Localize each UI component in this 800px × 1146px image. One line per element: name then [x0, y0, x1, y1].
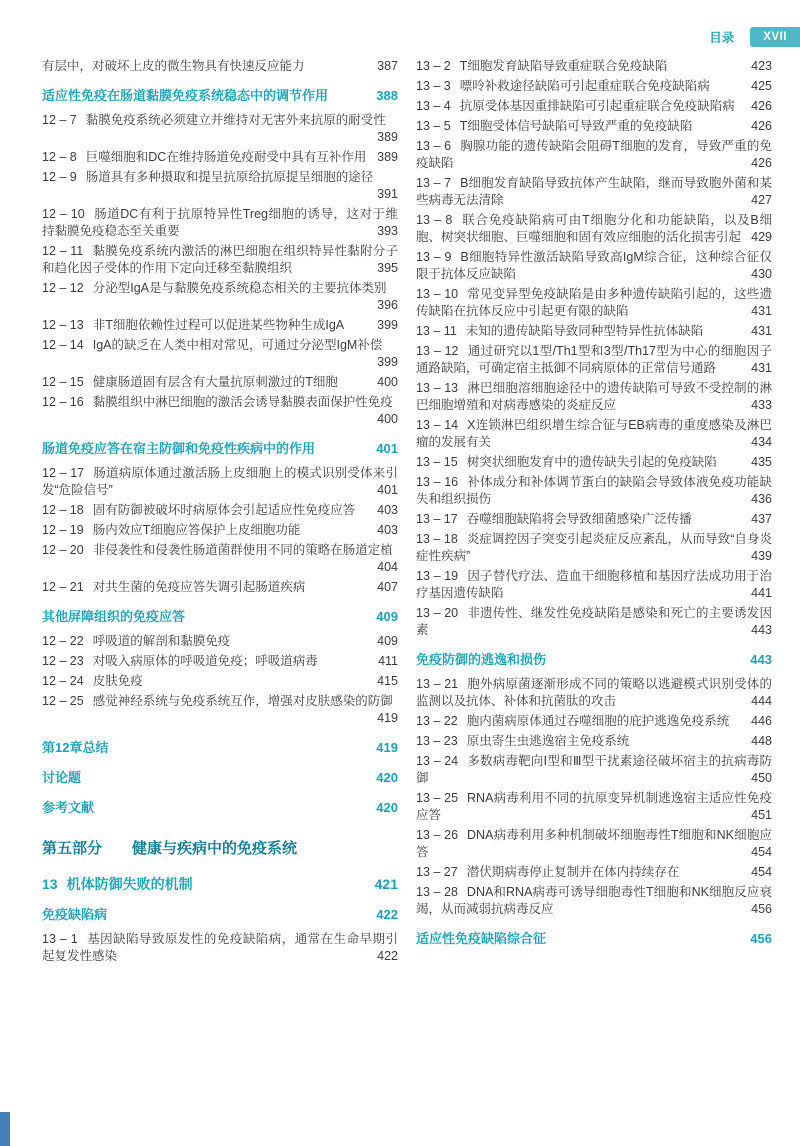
- toc-entry: [416, 343, 772, 377]
- entry-number: 13 – 19: [416, 569, 459, 583]
- toc-entry: [416, 733, 772, 750]
- page-number: 419: [376, 740, 398, 755]
- toc-entry: [42, 337, 398, 371]
- toc-entry: [416, 58, 772, 75]
- toc-entry: [416, 474, 772, 508]
- entry-text: 树突状细胞发育中的遗传缺失引起的免疫缺陷: [466, 455, 717, 469]
- entry-number: 13 – 27: [416, 865, 458, 879]
- entry-number: 13 – 5: [416, 119, 451, 133]
- entry-number: 13 – 6: [416, 139, 452, 153]
- page-header: [709, 27, 800, 47]
- page-number: 400: [377, 412, 398, 426]
- entry-text: 肠道病原体通过激活肠上皮细胞上的模式识别受体来引发“危险信号”: [42, 466, 398, 497]
- page-number: 389: [377, 150, 398, 164]
- entry-number: 13 – 14: [416, 418, 459, 432]
- entry-number: 12 – 9: [42, 170, 77, 184]
- page-number: 411: [378, 654, 398, 668]
- entry-number: 12 – 8: [42, 150, 77, 164]
- toc-section-heading: [416, 651, 772, 669]
- page-number: 426: [751, 99, 772, 113]
- page-number: 420: [376, 770, 398, 785]
- entry-text: 黏膜免疫系统必须建立并维持对无害外来抗原的耐受性: [85, 113, 386, 127]
- toc-section-heading: [42, 739, 398, 757]
- toc-entry: [42, 206, 398, 240]
- entry-number: 13 – 21: [416, 677, 459, 691]
- part-text: 第五部分 健康与疾病中的免疫系统: [42, 840, 298, 857]
- toc-entry: [42, 394, 398, 428]
- page-number: 426: [751, 119, 772, 133]
- toc-section-heading: [42, 608, 398, 626]
- page-number: 407: [377, 580, 398, 594]
- entry-text: RNA病毒利用不同的抗原变异机制逃逸宿主适应性免疫应答: [416, 791, 772, 822]
- page-number: 395: [377, 261, 398, 275]
- entry-text: IgA的缺乏在人类中相对常见，可通过分泌型IgM补偿: [92, 338, 383, 352]
- page-number: 421: [374, 876, 398, 892]
- entry-number: 12 – 23: [42, 654, 84, 668]
- entry-number: 13 – 13: [416, 381, 459, 395]
- page-number: 423: [751, 59, 772, 73]
- entry-text: 感觉神经系统与免疫系统互作，增强对皮肤感染的防御: [92, 694, 393, 708]
- page-number: 425: [751, 79, 772, 93]
- entry-text: 黏膜免疫系统内激活的淋巴细胞在组织特异性黏附分子和趋化因子受体的作用下定向迁移至黏膜组织: [42, 244, 398, 275]
- toc-entry: [42, 633, 398, 650]
- page-number: 387: [377, 59, 398, 73]
- toc-entry: [42, 673, 398, 690]
- entry-text: 因子替代疗法、造血干细胞移植和基因疗法成功用于治疗基因遗传缺陷: [416, 569, 772, 600]
- toc-section-heading: [42, 87, 398, 105]
- entry-number: 13 – 28: [416, 885, 458, 899]
- toc-entry: [42, 502, 398, 519]
- page-number: 454: [751, 845, 772, 859]
- entry-text: 皮肤免疫: [92, 674, 143, 688]
- toc-entry: [42, 465, 398, 499]
- entry-number: 12 – 18: [42, 503, 84, 517]
- toc-part-heading: [42, 839, 398, 859]
- toc-entry: [42, 243, 398, 277]
- section-text: 免疫缺陷病: [42, 907, 108, 922]
- page-number: 456: [751, 902, 772, 916]
- page-number-badge: XVII: [750, 27, 800, 47]
- toc-entry: [42, 374, 398, 391]
- page-number: 436: [751, 492, 772, 506]
- page-number: 422: [376, 907, 398, 922]
- toc-entry: [42, 693, 398, 727]
- page-number: 433: [751, 398, 772, 412]
- chapter-text: 机体防御失败的机制: [66, 876, 193, 892]
- entry-text: DNA和RNA病毒可诱导细胞毒性T细胞和NK细胞反应衰竭，从而减弱抗病毒反应: [416, 885, 772, 916]
- toc-columns: [42, 58, 772, 968]
- entry-number: 12 – 19: [42, 523, 84, 537]
- toc-entry: [416, 884, 772, 918]
- section-text: 第12章总结: [42, 740, 109, 755]
- page-number: 422: [377, 949, 398, 963]
- toc-section-heading: [416, 930, 772, 948]
- toc-column-left: [42, 58, 398, 968]
- section-text: 参考文献: [42, 800, 95, 815]
- entry-text: T细胞发育缺陷导致重症联合免疫缺陷: [459, 59, 668, 73]
- toc-column-right: [416, 58, 772, 968]
- toc-entry: [416, 212, 772, 246]
- entry-text: 巨噬细胞和DC在维持肠道免疫耐受中具有互补作用: [85, 150, 367, 164]
- entry-number: 13 – 7: [416, 176, 452, 190]
- page-number: 403: [377, 503, 398, 517]
- entry-text: 潜伏期病毒停止复制并在体内持续存在: [466, 865, 680, 879]
- entry-number: 13 – 9: [416, 250, 452, 264]
- toc-entry: [416, 249, 772, 283]
- entry-text: 呼吸道的解剖和黏膜免疫: [92, 634, 231, 648]
- toc-entry: [416, 790, 772, 824]
- entry-number: 12 – 7: [42, 113, 77, 127]
- toc-entry: [416, 78, 772, 95]
- page-number: 448: [751, 734, 772, 748]
- entry-text: B细胞发育缺陷导致抗体产生缺陷，继而导致胞外菌和某些病毒无法清除: [416, 176, 772, 207]
- section-text: 适应性免疫在肠道黏膜免疫系统稳态中的调节作用: [42, 88, 329, 103]
- entry-number: 12 – 17: [42, 466, 85, 480]
- entry-number: 12 – 12: [42, 281, 84, 295]
- toc-section-heading: [42, 769, 398, 787]
- page-number: 415: [377, 674, 398, 688]
- entry-text: 固有防御被破坏时病原体会引起适应性免疫应答: [92, 503, 356, 517]
- toc-entry: [416, 511, 772, 528]
- entry-number: 12 – 11: [42, 244, 84, 258]
- page-number: 450: [751, 771, 772, 785]
- entry-text: 淋巴细胞溶细胞途径中的遗传缺陷可导致不受控制的淋巴细胞增殖和对病毒感染的炎症反应: [416, 381, 772, 412]
- page-edge-mark: [0, 1112, 10, 1146]
- entry-number: 13 – 1: [42, 932, 78, 946]
- page-number: 388: [376, 88, 398, 103]
- page-number: 456: [750, 931, 772, 946]
- page-number: 427: [751, 193, 772, 207]
- toc-entry: [416, 417, 772, 451]
- page-number: 437: [751, 512, 772, 526]
- entry-text: 补体成分和补体调节蛋白的缺陷会导致体液免疫功能缺失和组织损伤: [416, 475, 772, 506]
- entry-number: 12 – 16: [42, 395, 84, 409]
- toc-entry: [416, 713, 772, 730]
- entry-text: 肠道具有多种摄取和提呈抗原给抗原提呈细胞的途径: [85, 170, 374, 184]
- entry-text: 多数病毒靶向Ⅰ型和Ⅲ型干扰素途径破坏宿主的抗病毒防御: [416, 754, 772, 785]
- entry-number: 12 – 13: [42, 318, 84, 332]
- entry-text: T细胞受体信号缺陷可导致严重的免疫缺陷: [459, 119, 693, 133]
- entry-number: 13 – 26: [416, 828, 459, 842]
- page-number: 389: [377, 130, 398, 144]
- entry-text: 联合免疫缺陷病可由T细胞分化和功能缺陷，以及B细胞、树突状细胞、巨噬细胞和固有效应细胞的活化损害引起: [416, 213, 772, 244]
- entry-number: 13: [42, 876, 58, 892]
- page-number: 419: [377, 711, 398, 725]
- toc-entry: [416, 98, 772, 115]
- page-number: 451: [751, 808, 772, 822]
- entry-text: 肠道DC有利于抗原特异性Treg细胞的诱导，这对于维持黏膜免疫稳态至关重要: [42, 207, 398, 238]
- page-number: 401: [376, 441, 398, 456]
- entry-number: 12 – 10: [42, 207, 85, 221]
- entry-text: 非侵袭性和侵袭性肠道菌群使用不同的策略在肠道定植: [92, 543, 393, 557]
- toc-entry: [42, 542, 398, 576]
- entry-text: 吞噬细胞缺陷将会导致细菌感染广泛传播: [466, 512, 692, 526]
- toc-entry: [42, 579, 398, 596]
- entry-number: 13 – 10: [416, 287, 459, 301]
- entry-text: 肠内效应T细胞应答保护上皮细胞功能: [92, 523, 301, 537]
- page-number: 391: [377, 187, 398, 201]
- toc-entry: [42, 169, 398, 203]
- page-number: 435: [751, 455, 772, 469]
- page-number: 393: [377, 224, 398, 238]
- entry-text: 非遗传性、继发性免疫缺陷是感染和死亡的主要诱发因素: [416, 606, 772, 637]
- toc-header-label: 目录: [709, 31, 735, 45]
- entry-number: 12 – 24: [42, 674, 84, 688]
- entry-number: 12 – 14: [42, 338, 84, 352]
- entry-number: 13 – 25: [416, 791, 459, 805]
- toc-entry: [42, 931, 398, 965]
- toc-entry: [416, 605, 772, 639]
- entry-number: 13 – 17: [416, 512, 458, 526]
- toc-entry: [416, 676, 772, 710]
- entry-number: 13 – 16: [416, 475, 459, 489]
- entry-number: 13 – 15: [416, 455, 458, 469]
- section-text: 免疫防御的逃逸和损伤: [416, 652, 547, 667]
- entry-number: 13 – 24: [416, 754, 459, 768]
- page-number: 431: [751, 361, 772, 375]
- section-text: 其他屏障组织的免疫应答: [42, 609, 186, 624]
- entry-text: 对共生菌的免疫应答失调引起肠道疾病: [92, 580, 306, 594]
- entry-number: 12 – 21: [42, 580, 84, 594]
- section-text: 讨论题: [42, 770, 82, 785]
- continuation-text: 有层中，对破坏上皮的微生物具有快速反应能力: [42, 59, 305, 73]
- page-number: 409: [377, 634, 398, 648]
- toc-section-heading: [42, 799, 398, 817]
- page-number: 443: [751, 623, 772, 637]
- page-number: 426: [751, 156, 772, 170]
- page-number: 396: [377, 298, 398, 312]
- toc-entry: [416, 138, 772, 172]
- entry-number: 13 – 22: [416, 714, 458, 728]
- page-number: 430: [751, 267, 772, 281]
- entry-text: 对吸入病原体的呼吸道免疫；呼吸道病毒: [92, 654, 318, 668]
- entry-number: 12 – 25: [42, 694, 84, 708]
- toc-chapter-heading: [42, 875, 398, 894]
- page-number: 431: [751, 324, 772, 338]
- entry-number: 12 – 22: [42, 634, 84, 648]
- entry-text: 胸腺功能的遗传缺陷会阻碍T细胞的发育，导致严重的免疫缺陷: [416, 139, 772, 170]
- entry-text: 抗原受体基因重排缺陷可引起重症联合免疫缺陷病: [459, 99, 735, 113]
- page-number: 429: [751, 230, 772, 244]
- toc-entry: [42, 112, 398, 146]
- page-number: 403: [377, 523, 398, 537]
- entry-number: 13 – 12: [416, 344, 459, 358]
- entry-text: 炎症调控因子突变引起炎症反应紊乱，从而导致“自身炎症性疾病”: [416, 532, 772, 563]
- page-number: 420: [376, 800, 398, 815]
- entry-text: 胞内菌病原体通过吞噬细胞的庇护逃逸免疫系统: [466, 714, 730, 728]
- entry-number: 13 – 2: [416, 59, 451, 73]
- page-number: 401: [377, 483, 398, 497]
- entry-number: 13 – 4: [416, 99, 451, 113]
- entry-text: 黏膜组织中淋巴细胞的激活会诱导黏膜表面保护性免疫: [92, 395, 393, 409]
- page-number: 400: [377, 375, 398, 389]
- entry-number: 13 – 20: [416, 606, 459, 620]
- page-number: 399: [377, 318, 398, 332]
- page-number: 441: [751, 586, 772, 600]
- toc-entry: [416, 568, 772, 602]
- entry-text: 胞外病原菌逐渐形成不同的策略以逃避模式识别受体的监测以及抗体、补体和抗菌肽的攻击: [416, 677, 772, 708]
- page-number: 444: [751, 694, 772, 708]
- section-text: 适应性免疫缺陷综合征: [416, 931, 547, 946]
- entry-number: 13 – 11: [416, 324, 457, 338]
- toc-entry: [42, 149, 398, 166]
- entry-number: 13 – 23: [416, 734, 458, 748]
- toc-entry: [416, 175, 772, 209]
- entry-number: 12 – 20: [42, 543, 84, 557]
- toc-entry: [416, 827, 772, 861]
- entry-number: 13 – 18: [416, 532, 458, 546]
- page-number: 434: [751, 435, 772, 449]
- page-number: 446: [751, 714, 772, 728]
- entry-text: X连锁淋巴组织增生综合征与EB病毒的重度感染及淋巴瘤的发展有关: [416, 418, 772, 449]
- toc-section-heading: [42, 440, 398, 458]
- entry-number: 12 – 15: [42, 375, 84, 389]
- entry-text: 基因缺陷导致原发性的免疫缺陷病，通常在生命早期引起复发性感染: [42, 932, 398, 963]
- toc-entry: [416, 531, 772, 565]
- entry-text: 嘌呤补救途径缺陷可引起重症联合免疫缺陷病: [459, 79, 710, 93]
- entry-text: 通过研究以1型/Th1型和3型/Th17型为中心的细胞因子通路缺陷，可确定宿主抵御不同病原体的正常信号通路: [416, 344, 772, 375]
- page-number: 454: [751, 865, 772, 879]
- entry-text: 分泌型IgA是与黏膜免疫系统稳态相关的主要抗体类别: [92, 281, 387, 295]
- toc-entry: [42, 317, 398, 334]
- entry-number: 13 – 8: [416, 213, 453, 227]
- entry-text: 原虫寄生虫逃逸宿主免疫系统: [466, 734, 630, 748]
- toc-entry: [416, 286, 772, 320]
- page-number: 443: [750, 652, 772, 667]
- page-number: 404: [377, 560, 398, 574]
- toc-entry: [416, 323, 772, 340]
- toc-entry: [416, 753, 772, 787]
- page-number: 431: [751, 304, 772, 318]
- entry-text: 非T细胞依赖性过程可以促进某些物种生成IgA: [92, 318, 345, 332]
- section-text: 肠道免疫应答在宿主防御和免疫性疾病中的作用: [42, 441, 316, 456]
- toc-section-heading: [42, 906, 398, 924]
- toc-entry: [42, 522, 398, 539]
- toc-entry: [416, 454, 772, 471]
- page-number: 439: [751, 549, 772, 563]
- toc-entry: [42, 653, 398, 670]
- toc-continuation: [42, 58, 398, 75]
- entry-text: 常见变异型免疫缺陷是由多种遗传缺陷引起的，这些遗传缺陷在抗体反应中引起更有限的缺陷: [416, 287, 772, 318]
- toc-entry: [416, 864, 772, 881]
- toc-entry: [42, 280, 398, 314]
- page-number: 399: [377, 355, 398, 369]
- entry-text: 健康肠道固有层含有大量抗原刺激过的T细胞: [92, 375, 338, 389]
- entry-text: DNA病毒利用多种机制破坏细胞毒性T细胞和NK细胞应答: [416, 828, 772, 859]
- entry-text: 未知的遗传缺陷导致同种型特异性抗体缺陷: [465, 324, 704, 338]
- toc-entry: [416, 118, 772, 135]
- page-number: 409: [376, 609, 398, 624]
- entry-text: B细胞特异性激活缺陷导致高IgM综合征，这种综合征仅限于抗体反应缺陷: [416, 250, 772, 281]
- toc-entry: [416, 380, 772, 414]
- entry-number: 13 – 3: [416, 79, 451, 93]
